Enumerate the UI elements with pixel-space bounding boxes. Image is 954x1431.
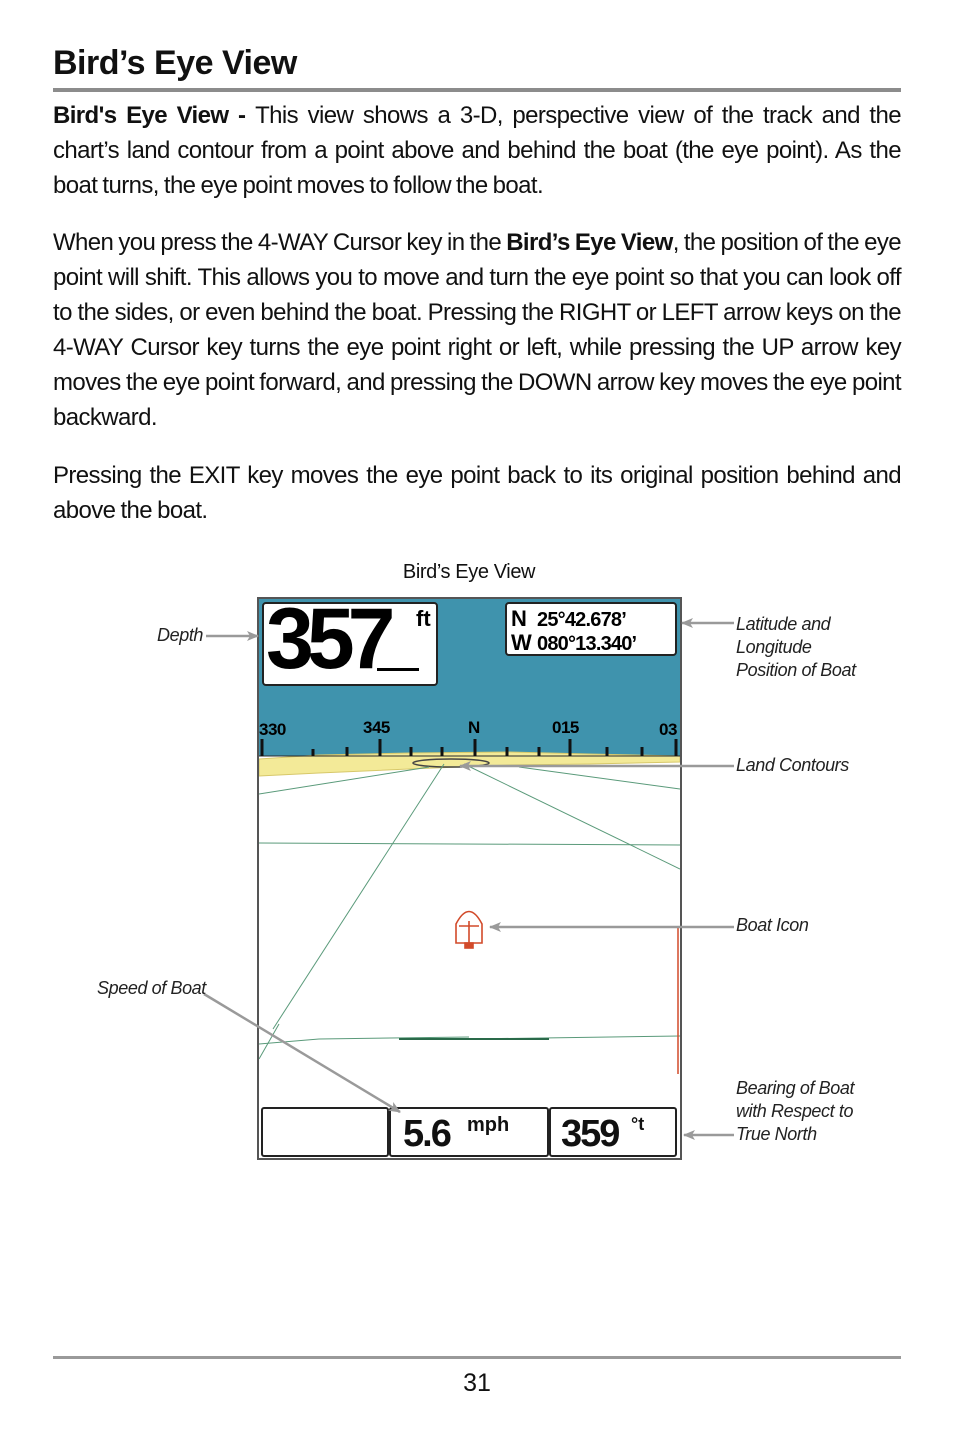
compass-label-015: 015 bbox=[552, 718, 579, 737]
callout-land-contours: Land Contours bbox=[736, 755, 849, 775]
depth-underline bbox=[377, 668, 419, 671]
bearing-unit: °t bbox=[631, 1114, 645, 1134]
page-title: Bird’s Eye View bbox=[53, 44, 297, 82]
title-divider bbox=[53, 88, 901, 92]
longitude-line bbox=[511, 630, 636, 656]
speed-unit: mph bbox=[467, 1114, 510, 1136]
speed-value: 5.6 bbox=[403, 1113, 450, 1155]
footer-divider bbox=[53, 1356, 901, 1359]
cursor-key-paragraph bbox=[53, 225, 901, 435]
bearing-cell bbox=[549, 1107, 677, 1157]
callout-bearing bbox=[736, 1077, 854, 1146]
figure-caption: Bird’s Eye View bbox=[402, 561, 536, 583]
compass-label-030: 03 bbox=[659, 720, 677, 739]
birds-eye-screen bbox=[257, 597, 682, 1160]
cursor-text-pre: When you press the 4-WAY Cursor key in the bbox=[53, 229, 507, 256]
depth-value: 357 bbox=[266, 597, 389, 687]
depth-unit: ft bbox=[416, 606, 431, 631]
callout-latlon-line2: Longitude bbox=[736, 637, 812, 657]
cursor-bold-term: Bird’s Eye View bbox=[506, 229, 673, 256]
latitude-hemisphere: N bbox=[511, 606, 527, 631]
latitude-line bbox=[511, 606, 626, 632]
cursor-text-post: , the position of the eye point will shift. This allows you to move and turn the eye point so that you can look off to the sides, or even behind the boat. Pressing the RIGHT or LEFT arrow keys on the 4-WAY Cursor key turns the eye point right or left, while pressing the UP arrow key moves the eye point forward, and pressing the DOWN arrow key moves the eye point backward. bbox=[53, 229, 901, 431]
intro-bold-term: Bird's Eye View - bbox=[53, 102, 256, 129]
bearing-value: 359 bbox=[561, 1113, 619, 1155]
compass-label-330: 330 bbox=[259, 720, 286, 739]
callout-latlon-line1: Latitude and bbox=[736, 614, 831, 634]
latitude-value: 25°42.678’ bbox=[537, 609, 626, 631]
page-number: 31 bbox=[463, 1369, 491, 1397]
callout-bearing-line3: True North bbox=[736, 1124, 817, 1144]
callout-latlon bbox=[736, 613, 856, 682]
callout-speed: Speed of Boat bbox=[97, 978, 206, 998]
callout-latlon-line3: Position of Boat bbox=[736, 660, 856, 680]
longitude-hemisphere: W bbox=[511, 630, 531, 655]
boat-icon bbox=[456, 912, 482, 949]
speed-cell bbox=[389, 1107, 549, 1157]
compass-label-n: N bbox=[468, 718, 480, 737]
intro-paragraph bbox=[53, 98, 901, 203]
empty-data-cell bbox=[261, 1107, 389, 1157]
exit-key-paragraph: Pressing the EXIT key moves the eye point back to its original position behind and above the boat. bbox=[53, 462, 901, 524]
depth-readout bbox=[262, 597, 438, 687]
position-readout bbox=[505, 602, 677, 656]
longitude-value: 080°13.340’ bbox=[537, 633, 637, 655]
callout-bearing-line2: with Respect to bbox=[736, 1101, 854, 1121]
data-bar bbox=[259, 1104, 680, 1160]
intro-text: This view shows a 3-D, perspective view of the track and the chart’s land contour from a point above and behind the boat (the eye point). As the boat turns, the eye point moves to follow the boat. bbox=[53, 102, 901, 199]
callout-bearing-line1: Bearing of Boat bbox=[736, 1078, 855, 1098]
callout-depth: Depth bbox=[157, 625, 204, 645]
callout-boat-icon: Boat Icon bbox=[736, 915, 809, 935]
compass-label-345: 345 bbox=[363, 718, 390, 737]
